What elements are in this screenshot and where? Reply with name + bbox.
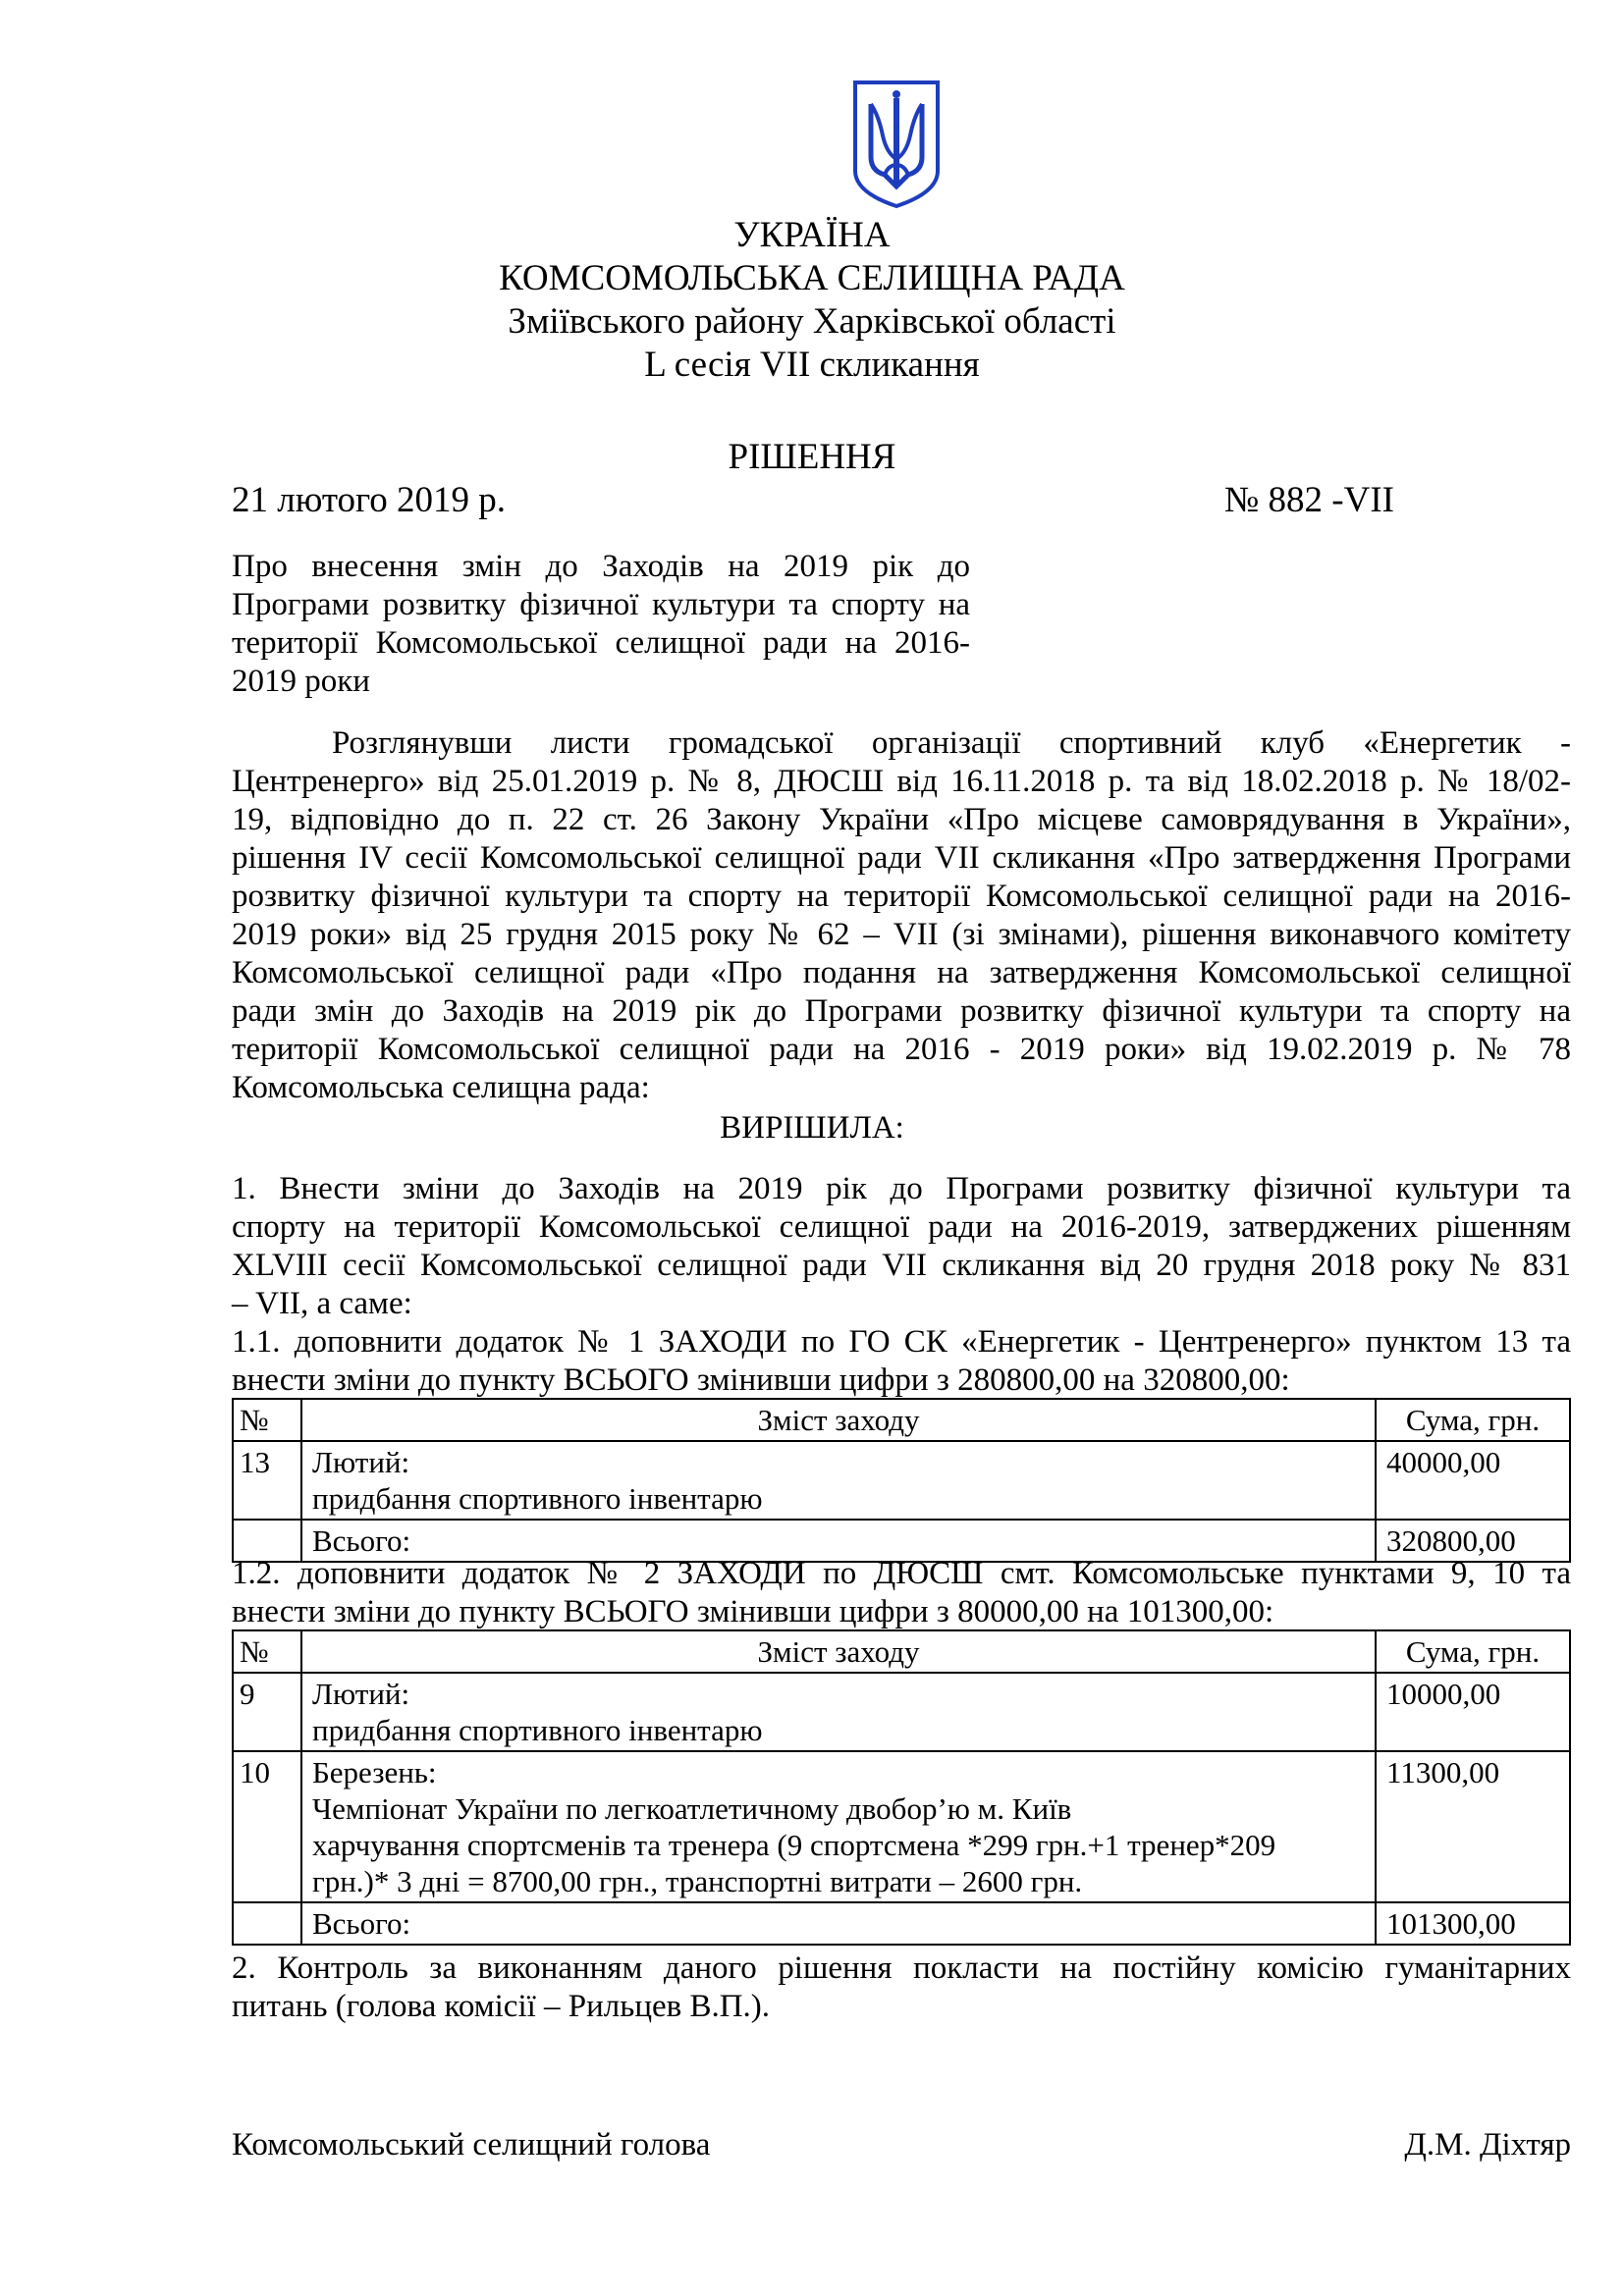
row-content: Лютий: придбання спортивного інвентарю xyxy=(301,1441,1376,1520)
column-header-sum: Сума, грн. xyxy=(1376,1630,1570,1673)
decision-subject: Про внесення змін до Заходів на 2019 рік до Програми розвитку фізичної культури та спорту на території Комсомольської селищної ради на 2016- 2019 роки xyxy=(232,549,970,699)
table-row: 10 Березень: Чемпіонат України по легкоатлетичному двобор’ю м. Київ харчування спортсменів та тренера (9 спортсмена *299 грн.+1 тренер*209 грн.)* 3 дні = 8700,00 грн., транспортні витрати – 2600 грн. 11300,00 xyxy=(233,1751,1570,1902)
item-2: 2. Контроль за виконанням даного рішення покласти на постійну комісію гуманітарних питань (голова комісії – Рильцев В.П.). xyxy=(232,1950,1571,2024)
column-header-content: Зміст заходу xyxy=(301,1630,1376,1673)
document-type: РІШЕННЯ xyxy=(728,437,896,477)
trident-coat-of-arms-icon xyxy=(849,77,944,210)
session-title: L сесія VII скликання xyxy=(644,345,980,385)
measures-table-1 xyxy=(232,1398,1571,1563)
table-header-row xyxy=(233,1630,1570,1673)
signature-title: Комсомольський селищний голова xyxy=(232,2127,711,2163)
signature-name: Д.М. Діхтяр xyxy=(1404,2127,1571,2163)
table-row: 9 Лютий: придбання спортивного інвентарю 10000,00 xyxy=(233,1673,1570,1751)
decided-heading: ВИРІШИЛА: xyxy=(720,1110,904,1146)
council-title: КОМСОМОЛЬСЬКА СЕЛИЩНА РАДА xyxy=(499,258,1125,298)
district-title: Зміївського району Харківської області xyxy=(508,301,1116,342)
item-1-2: 1.2. доповнити додаток № 2 ЗАХОДИ по ДЮСШ смт. Комсомольське пунктами 9, 10 та внести зміни до пункту ВСЬОГО змінивши цифри з 80000,00 на 101300,00: xyxy=(232,1556,1571,1629)
table-row: 13 Лютий: придбання спортивного інвентарю 40000,00 xyxy=(233,1441,1570,1520)
table-header-row xyxy=(233,1399,1570,1441)
column-header-sum: Сума, грн. xyxy=(1376,1399,1570,1441)
row-content: Березень: Чемпіонат України по легкоатлетичному двобор’ю м. Київ харчування спортсменів та тренера (9 спортсмена *299 грн.+1 тренер*209 грн.)* 3 дні = 8700,00 грн., транспортні витрати – 2600 грн. xyxy=(301,1751,1376,1902)
row-content: Лютий: придбання спортивного інвентарю xyxy=(301,1673,1376,1751)
decision-number: № 882 -VII xyxy=(1224,480,1394,520)
table-total-row: Всього: 101300,00 xyxy=(233,1902,1570,1945)
country-title: УКРАЇНА xyxy=(733,215,891,255)
table-total-row: Всього: 320800,00 xyxy=(233,1520,1570,1562)
column-header-content: Зміст заходу xyxy=(301,1399,1376,1441)
item-1: 1. Внести зміни до Заходів на 2019 рік до Програми розвитку фізичної культури та спорту на території Комсомольської селищної ради на 2016-2019, затверджених рішенням XLVIII сесії Комсомольської селищної ради VII скликання від 20 грудня 2018 року № 831 – VII, а саме: 1.1. доповнити додаток № 1 ЗАХОДИ по ГО СК «Енергетик - Центренерго» пунктом 13 та внести зміни до пункту ВСЬОГО змінивши цифри з 280800,00 на 320800,00: xyxy=(232,1171,1571,1398)
measures-table-2 xyxy=(232,1629,1571,1946)
preamble: Розглянувши листи громадської організації спортивний клуб «Енергетик - Центренерго» від 25.01.2019 р. № 8, ДЮСШ від 16.11.2018 р. та від 18.02.2018 р. № 18/02- 19, відповідно до п. 22 ст. 26 Закону України «Про місцеве самоврядування в України», рішення IV сесії Комсомольської селищної ради VII скликання «Про затвердження Програми розвитку фізичної культури та спорту на території Комсомольської селищної ради на 2016- 2019 роки» від 25 грудня 2015 року № 62 – VII (зі змінами), рішення виконавчого комітету Комсомольської селищної ради «Про подання на затвердження Комсомольської селищної ради змін до Заходів на 2019 рік до Програми розвитку фізичної культури та спорту на території Комсомольської селищної ради на 2016 - 2019 роки» від 19.02.2019 р. № 78 Комсомольська селищна рада: xyxy=(232,725,1571,1105)
column-header-number: № xyxy=(233,1399,301,1441)
column-header-number: № xyxy=(233,1630,301,1673)
decision-date: 21 лютого 2019 р. xyxy=(232,480,507,520)
